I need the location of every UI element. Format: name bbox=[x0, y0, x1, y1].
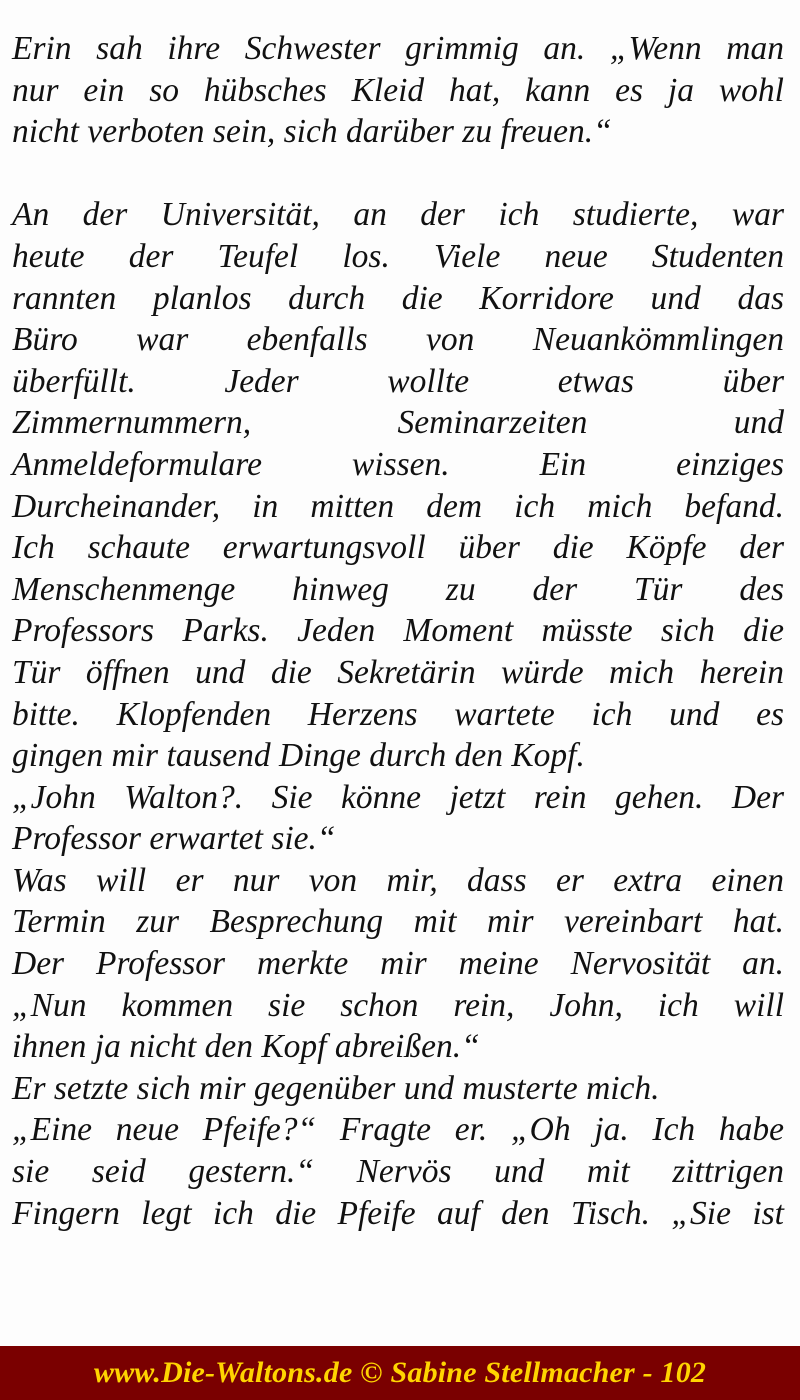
footer-banner bbox=[0, 1346, 800, 1400]
page-text bbox=[12, 28, 784, 1234]
text-line: nur ein so hübsches Kleid hat, kann es ja wohl bbox=[12, 71, 784, 109]
text-line: Was will er nur von mir, dass er extra einen bbox=[12, 861, 784, 899]
text-line: überfüllt. Jeder wollte etwas über bbox=[12, 362, 784, 400]
text-line: Fingern legt ich die Pfeife auf den Tisch. „Sie ist bbox=[12, 1194, 784, 1232]
text-line: „Eine neue Pfeife?“ Fragte er. „Oh ja. Ich habe bbox=[12, 1111, 784, 1149]
paragraph-gap bbox=[12, 153, 784, 195]
text-line: sie seid gestern.“ Nervös und mit zittrigen bbox=[12, 1153, 784, 1191]
text-line: nicht verboten sein, sich darüber zu freuen.“ bbox=[12, 113, 612, 151]
text-line: „John Walton?. Sie könne jetzt rein gehen. Der bbox=[12, 778, 784, 816]
text-line: rannten planlos durch die Korridore und das bbox=[12, 279, 784, 317]
text-line: Durcheinander, in mitten dem ich mich befand. bbox=[12, 487, 784, 525]
text-line: Erin sah ihre Schwester grimmig an. „Wenn man bbox=[12, 30, 784, 67]
text-line: Menschenmenge hinweg zu der Tür des bbox=[12, 570, 784, 608]
text-line: ihnen ja nicht den Kopf abreißen.“ bbox=[12, 1028, 480, 1066]
text-line: Anmeldeformulare wissen. Ein einziges bbox=[12, 445, 784, 483]
paragraph-1 bbox=[12, 28, 784, 153]
text-line: bitte. Klopfenden Herzens wartete ich und es bbox=[12, 695, 784, 733]
text-line: „Nun kommen sie schon rein, John, ich will bbox=[12, 986, 784, 1024]
text-line: heute der Teufel los. Viele neue Studenten bbox=[12, 237, 784, 275]
text-line: An der Universität, an der ich studierte, war bbox=[12, 196, 784, 234]
text-line: Der Professor merkte mir meine Nervosität an. bbox=[12, 945, 784, 983]
text-line: Tür öffnen und die Sekretärin würde mich herein bbox=[12, 653, 784, 691]
paragraph-2 bbox=[12, 194, 784, 1234]
text-line: Büro war ebenfalls von Neuankömmlingen bbox=[12, 321, 784, 359]
text-line: Ich schaute erwartungsvoll über die Köpfe der bbox=[12, 529, 784, 567]
text-line: Termin zur Besprechung mit mir vereinbart hat. bbox=[12, 903, 784, 941]
text-line: Er setzte sich mir gegenüber und musterte mich. bbox=[12, 1069, 660, 1107]
text-line: Professors Parks. Jeden Moment müsste sich die bbox=[12, 612, 784, 650]
text-line: Zimmernummern, Seminarzeiten und bbox=[12, 404, 784, 442]
footer-copyright-link[interactable]: www.Die-Waltons.de © Sabine Stellmacher - 102 bbox=[93, 1356, 707, 1389]
text-line: Professor erwartet sie.“ bbox=[12, 820, 336, 858]
text-line: gingen mir tausend Dinge durch den Kopf. bbox=[12, 737, 585, 775]
